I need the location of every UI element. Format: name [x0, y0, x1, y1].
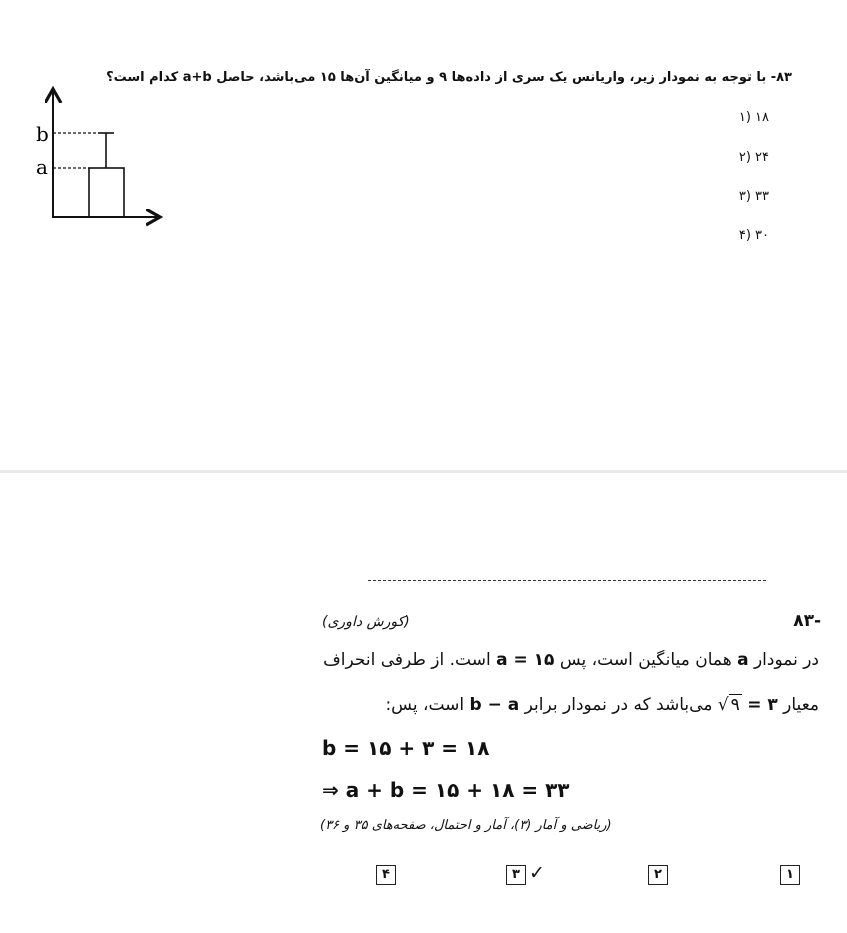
tick-label-b: b	[36, 122, 49, 146]
choice-box-2: ۲	[648, 865, 668, 885]
answer-reference: (ریاضی و آمار (۳)، آمار و احتمال، صفحه‌های ۳۵ و ۳۶)	[320, 818, 612, 833]
choice-box-3: ۳	[506, 865, 526, 885]
bar	[89, 168, 124, 217]
answer-line-2: معیار √ ۹ = ۳ می‌باشد که در نمودار برابر b − a است، پس:	[385, 695, 819, 715]
answer-author: (کورش داوری)	[322, 614, 410, 630]
equation-2: ⇒ a + b = ۱۵ + ۱۸ = ۳۳	[322, 778, 570, 802]
option-2: ۲) ۲۴	[738, 150, 769, 165]
answer-line-1: در نمودار a همان میانگین است، پس a = ۱۵ است. از طرفی انحراف	[323, 650, 819, 670]
equation-1: b = ۱۵ + ۳ = ۱۸	[322, 736, 490, 760]
question-text: ۸۳- با توجه به نمودار زیر، واریانس یک سری از داده‌ها ۹ و میانگین آن‌ها ۱۵ می‌باشد، حاصل a+b کدام است؟	[106, 70, 792, 85]
sqrt-expression: √ ۹ = ۳	[717, 695, 778, 715]
check-icon: ✓	[529, 862, 545, 884]
separator-dashed	[368, 580, 766, 581]
option-4: ۴) ۳۰	[738, 228, 769, 243]
bar-chart	[28, 85, 168, 230]
choice-box-4: ۴	[376, 865, 396, 885]
option-1: ۱) ۱۸	[738, 110, 769, 125]
question-expression: a+b	[182, 70, 212, 85]
page-divider	[0, 470, 847, 473]
tick-label-a: a	[36, 155, 48, 179]
option-3: ۳) ۳۳	[738, 189, 769, 204]
answer-number: ۸۳-	[793, 611, 821, 631]
choice-box-1: ۱	[780, 865, 800, 885]
